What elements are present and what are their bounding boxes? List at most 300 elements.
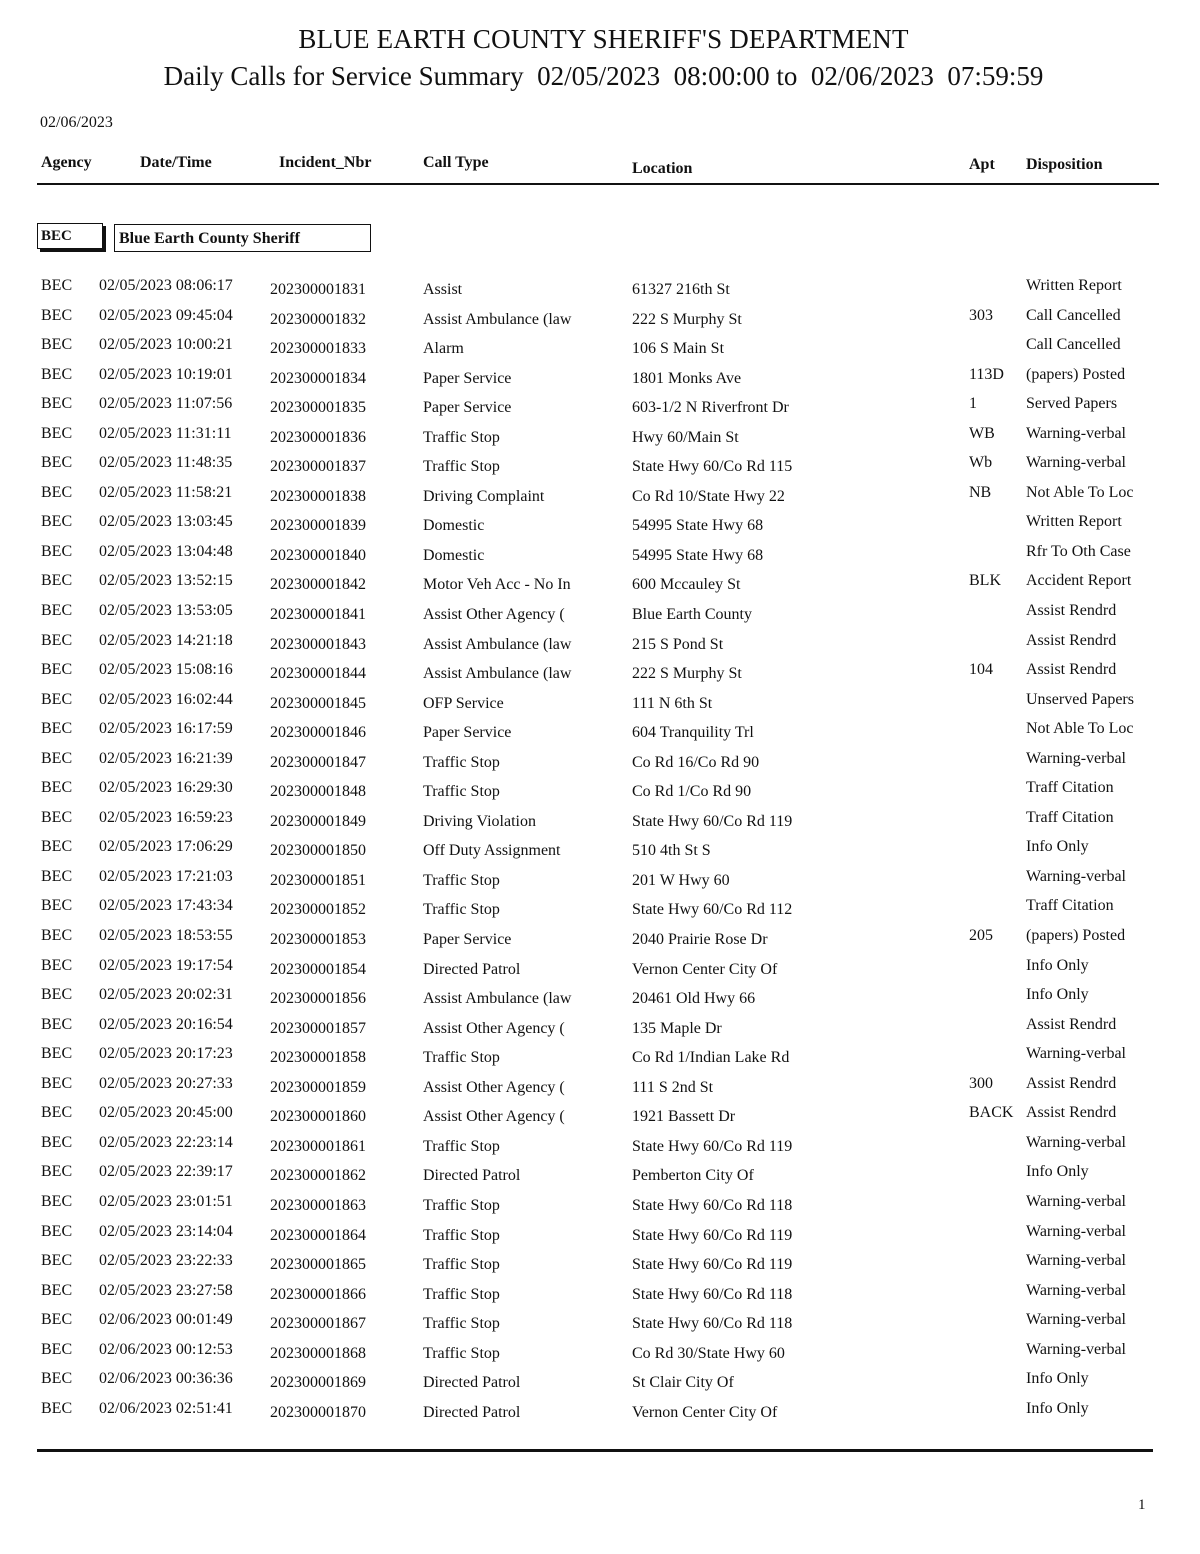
row-location: 603-1/2 N Riverfront Dr bbox=[632, 399, 789, 417]
row-disposition: Accident Report bbox=[1026, 572, 1132, 590]
table-row bbox=[0, 452, 1200, 482]
table-row bbox=[0, 1280, 1200, 1310]
table-row bbox=[0, 1014, 1200, 1044]
col-header-location: Location bbox=[632, 160, 693, 177]
row-incident-number: 202300001864 bbox=[270, 1226, 366, 1244]
table-row bbox=[0, 1339, 1200, 1369]
row-incident-number: 202300001865 bbox=[270, 1256, 366, 1274]
row-disposition: Warning-verbal bbox=[1026, 1311, 1126, 1329]
row-incident-number: 202300001839 bbox=[270, 517, 366, 535]
row-call-type: Traffic Stop bbox=[423, 753, 500, 771]
row-agency: BEC bbox=[41, 1252, 73, 1270]
row-apt: 205 bbox=[969, 927, 993, 945]
row-disposition: Warning-verbal bbox=[1026, 1192, 1126, 1210]
table-row bbox=[0, 630, 1200, 660]
row-incident-number: 202300001863 bbox=[270, 1196, 366, 1214]
row-datetime: 02/06/2023 00:12:53 bbox=[99, 1340, 233, 1358]
row-datetime: 02/06/2023 00:36:36 bbox=[99, 1370, 233, 1388]
row-incident-number: 202300001870 bbox=[270, 1403, 366, 1421]
row-location: 61327 216th St bbox=[632, 281, 730, 298]
row-apt: 303 bbox=[969, 306, 993, 324]
row-agency: BEC bbox=[41, 483, 73, 501]
row-disposition: Info Only bbox=[1026, 1163, 1089, 1181]
row-datetime: 02/05/2023 17:06:29 bbox=[99, 838, 233, 856]
row-location: St Clair City Of bbox=[632, 1374, 734, 1392]
row-location: 106 S Main St bbox=[632, 340, 725, 358]
row-incident-number: 202300001843 bbox=[270, 635, 366, 653]
table-row bbox=[0, 570, 1200, 600]
row-datetime: 02/05/2023 13:04:48 bbox=[99, 542, 233, 560]
agency-name-box: Blue Earth County Sheriff bbox=[114, 224, 371, 252]
row-disposition: Assist Rendrd bbox=[1026, 602, 1117, 620]
calls-table bbox=[0, 275, 1200, 1427]
table-row bbox=[0, 1398, 1200, 1428]
row-call-type: Assist Ambulance (law bbox=[423, 990, 572, 1008]
row-agency: BEC bbox=[41, 1133, 73, 1151]
row-call-type: Assist Ambulance (law bbox=[423, 310, 572, 328]
row-disposition: Info Only bbox=[1026, 838, 1089, 856]
row-disposition: Warning-verbal bbox=[1026, 424, 1126, 442]
row-incident-number: 202300001831 bbox=[270, 281, 366, 298]
row-agency: BEC bbox=[41, 779, 73, 797]
table-row bbox=[0, 1073, 1200, 1103]
col-header-disposition: Disposition bbox=[1026, 156, 1103, 173]
row-location: 1801 Monks Ave bbox=[632, 369, 742, 387]
table-row bbox=[0, 689, 1200, 719]
row-agency: BEC bbox=[41, 927, 73, 945]
row-incident-number: 202300001847 bbox=[270, 753, 366, 771]
row-datetime: 02/05/2023 16:17:59 bbox=[99, 720, 233, 738]
row-datetime: 02/05/2023 20:16:54 bbox=[99, 1015, 233, 1033]
row-location: 2040 Prairie Rose Dr bbox=[632, 931, 768, 949]
row-disposition: Warning-verbal bbox=[1026, 454, 1126, 472]
table-row bbox=[0, 1368, 1200, 1398]
row-location: 1921 Bassett Dr bbox=[632, 1108, 736, 1126]
table-row bbox=[0, 1161, 1200, 1191]
row-location: 600 Mccauley St bbox=[632, 576, 741, 594]
row-location: State Hwy 60/Co Rd 118 bbox=[632, 1196, 793, 1214]
row-agency: BEC bbox=[41, 365, 73, 383]
row-disposition: Written Report bbox=[1026, 277, 1122, 294]
row-agency: BEC bbox=[41, 690, 73, 708]
row-incident-number: 202300001849 bbox=[270, 812, 366, 830]
row-call-type: Directed Patrol bbox=[423, 1167, 521, 1185]
row-location: 54995 State Hwy 68 bbox=[632, 517, 764, 535]
row-incident-number: 202300001852 bbox=[270, 901, 366, 919]
row-datetime: 02/05/2023 16:21:39 bbox=[99, 749, 233, 767]
table-row bbox=[0, 836, 1200, 866]
row-call-type: Traffic Stop bbox=[423, 901, 500, 919]
row-call-type: Directed Patrol bbox=[423, 960, 521, 978]
row-location: Co Rd 1/Co Rd 90 bbox=[632, 783, 752, 801]
row-agency: BEC bbox=[41, 1192, 73, 1210]
row-apt: WB bbox=[969, 424, 995, 442]
row-datetime: 02/05/2023 20:27:33 bbox=[99, 1074, 233, 1092]
row-datetime: 02/05/2023 13:52:15 bbox=[99, 572, 233, 590]
row-location: Co Rd 1/Indian Lake Rd bbox=[632, 1049, 790, 1067]
row-datetime: 02/05/2023 22:39:17 bbox=[99, 1163, 233, 1181]
row-call-type: Driving Complaint bbox=[423, 487, 545, 505]
table-row bbox=[0, 777, 1200, 807]
col-header-datetime: Date/Time bbox=[140, 154, 212, 171]
row-location: Vernon Center City Of bbox=[632, 1403, 778, 1421]
row-incident-number: 202300001861 bbox=[270, 1137, 366, 1155]
row-agency: BEC bbox=[41, 1340, 73, 1358]
row-call-type: Assist Ambulance (law bbox=[423, 665, 572, 683]
row-incident-number: 202300001840 bbox=[270, 546, 366, 564]
row-call-type: Traffic Stop bbox=[423, 1196, 500, 1214]
row-agency: BEC bbox=[41, 336, 73, 354]
table-row bbox=[0, 423, 1200, 453]
row-agency: BEC bbox=[41, 631, 73, 649]
row-disposition: Unserved Papers bbox=[1026, 690, 1134, 708]
row-datetime: 02/05/2023 19:17:54 bbox=[99, 956, 233, 974]
row-agency: BEC bbox=[41, 956, 73, 974]
table-row bbox=[0, 334, 1200, 364]
row-location: 54995 State Hwy 68 bbox=[632, 546, 764, 564]
row-disposition: Info Only bbox=[1026, 1399, 1089, 1417]
row-location: Hwy 60/Main St bbox=[632, 428, 739, 446]
row-incident-number: 202300001857 bbox=[270, 1019, 366, 1037]
row-agency: BEC bbox=[41, 1104, 73, 1122]
row-disposition: Traff Citation bbox=[1026, 897, 1114, 915]
row-call-type: Domestic bbox=[423, 517, 485, 535]
row-call-type: Traffic Stop bbox=[423, 1285, 500, 1303]
row-datetime: 02/05/2023 23:01:51 bbox=[99, 1192, 233, 1210]
page-number: 1 bbox=[1138, 1497, 1146, 1513]
row-disposition: Assist Rendrd bbox=[1026, 1104, 1117, 1122]
table-row bbox=[0, 925, 1200, 955]
table-row bbox=[0, 748, 1200, 778]
row-incident-number: 202300001832 bbox=[270, 310, 366, 328]
row-disposition: Not Able To Loc bbox=[1026, 483, 1134, 501]
row-call-type: Paper Service bbox=[423, 369, 512, 387]
row-apt: 104 bbox=[969, 661, 993, 679]
row-disposition: Call Cancelled bbox=[1026, 306, 1121, 324]
row-agency: BEC bbox=[41, 395, 73, 413]
row-datetime: 02/05/2023 16:59:23 bbox=[99, 808, 233, 826]
row-disposition: (papers) Posted bbox=[1026, 365, 1126, 383]
row-location: State Hwy 60/Co Rd 119 bbox=[632, 1256, 793, 1274]
report-subtitle: Daily Calls for Service Summary 02/05/2023 08:00:00 to 02/06/2023 07:59:59 bbox=[163, 61, 1044, 91]
row-call-type: Traffic Stop bbox=[423, 783, 500, 801]
row-incident-number: 202300001834 bbox=[270, 369, 366, 387]
row-disposition: Warning-verbal bbox=[1026, 749, 1126, 767]
row-incident-number: 202300001859 bbox=[270, 1078, 366, 1096]
row-datetime: 02/05/2023 20:02:31 bbox=[99, 986, 233, 1004]
row-disposition: Warning-verbal bbox=[1026, 1133, 1126, 1151]
row-incident-number: 202300001845 bbox=[270, 694, 366, 712]
row-incident-number: 202300001835 bbox=[270, 399, 366, 417]
row-incident-number: 202300001860 bbox=[270, 1108, 366, 1126]
row-datetime: 02/05/2023 20:45:00 bbox=[99, 1104, 233, 1122]
row-agency: BEC bbox=[41, 572, 73, 590]
row-datetime: 02/05/2023 10:00:21 bbox=[99, 336, 233, 354]
row-disposition: Not Able To Loc bbox=[1026, 720, 1134, 738]
row-call-type: Traffic Stop bbox=[423, 1315, 500, 1333]
row-disposition: Warning-verbal bbox=[1026, 1222, 1126, 1240]
row-agency: BEC bbox=[41, 1399, 73, 1417]
table-row bbox=[0, 1132, 1200, 1162]
row-agency: BEC bbox=[41, 986, 73, 1004]
row-datetime: 02/05/2023 20:17:23 bbox=[99, 1045, 233, 1063]
row-agency: BEC bbox=[41, 277, 73, 294]
row-incident-number: 202300001858 bbox=[270, 1049, 366, 1067]
row-incident-number: 202300001848 bbox=[270, 783, 366, 801]
row-incident-number: 202300001850 bbox=[270, 842, 366, 860]
row-call-type: OFP Service bbox=[423, 694, 504, 712]
row-datetime: 02/05/2023 09:45:04 bbox=[99, 306, 233, 324]
row-datetime: 02/05/2023 11:07:56 bbox=[99, 395, 233, 413]
row-call-type: Directed Patrol bbox=[423, 1374, 521, 1392]
row-incident-number: 202300001856 bbox=[270, 990, 366, 1008]
row-apt: NB bbox=[969, 483, 992, 501]
row-incident-number: 202300001867 bbox=[270, 1315, 366, 1333]
row-datetime: 02/05/2023 17:43:34 bbox=[99, 897, 233, 915]
row-incident-number: 202300001842 bbox=[270, 576, 366, 594]
row-location: Pemberton City Of bbox=[632, 1167, 754, 1185]
table-row bbox=[0, 275, 1200, 305]
row-datetime: 02/05/2023 13:53:05 bbox=[99, 602, 233, 620]
col-header-call-type: Call Type bbox=[423, 154, 489, 171]
row-incident-number: 202300001837 bbox=[270, 458, 366, 476]
table-row bbox=[0, 807, 1200, 837]
row-agency: BEC bbox=[41, 454, 73, 472]
row-datetime: 02/05/2023 15:08:16 bbox=[99, 661, 233, 679]
row-agency: BEC bbox=[41, 661, 73, 679]
row-agency: BEC bbox=[41, 1163, 73, 1181]
row-location: 510 4th St S bbox=[632, 842, 711, 860]
row-apt: 113D bbox=[969, 365, 1004, 383]
row-datetime: 02/05/2023 17:21:03 bbox=[99, 867, 233, 885]
row-call-type: Traffic Stop bbox=[423, 1049, 500, 1067]
table-row bbox=[0, 541, 1200, 571]
table-row bbox=[0, 511, 1200, 541]
row-disposition: Call Cancelled bbox=[1026, 336, 1121, 354]
row-apt: BACK bbox=[969, 1104, 1014, 1122]
row-call-type: Assist bbox=[423, 281, 463, 298]
row-datetime: 02/05/2023 11:58:21 bbox=[99, 483, 233, 501]
row-datetime: 02/05/2023 23:14:04 bbox=[99, 1222, 233, 1240]
row-agency: BEC bbox=[41, 602, 73, 620]
row-call-type: Motor Veh Acc - No In bbox=[423, 576, 571, 594]
row-datetime: 02/05/2023 10:19:01 bbox=[99, 365, 233, 383]
row-disposition: Assist Rendrd bbox=[1026, 1074, 1117, 1092]
row-agency: BEC bbox=[41, 1311, 73, 1329]
row-datetime: 02/05/2023 13:03:45 bbox=[99, 513, 233, 531]
table-row bbox=[0, 866, 1200, 896]
row-agency: BEC bbox=[41, 897, 73, 915]
col-header-apt: Apt bbox=[969, 156, 995, 173]
table-row bbox=[0, 659, 1200, 689]
table-row bbox=[0, 364, 1200, 394]
row-disposition: Assist Rendrd bbox=[1026, 661, 1117, 679]
row-agency: BEC bbox=[41, 513, 73, 531]
row-agency: BEC bbox=[41, 1281, 73, 1299]
row-incident-number: 202300001836 bbox=[270, 428, 366, 446]
row-datetime: 02/05/2023 23:27:58 bbox=[99, 1281, 233, 1299]
row-location: 135 Maple Dr bbox=[632, 1019, 722, 1037]
row-location: 222 S Murphy St bbox=[632, 665, 742, 683]
row-call-type: Traffic Stop bbox=[423, 1256, 500, 1274]
row-datetime: 02/06/2023 00:01:49 bbox=[99, 1311, 233, 1329]
row-datetime: 02/05/2023 18:53:55 bbox=[99, 927, 233, 945]
row-disposition: Traff Citation bbox=[1026, 779, 1114, 797]
row-incident-number: 202300001868 bbox=[270, 1344, 366, 1362]
row-call-type: Domestic bbox=[423, 546, 485, 564]
row-location: 201 W Hwy 60 bbox=[632, 871, 730, 889]
row-location: State Hwy 60/Co Rd 119 bbox=[632, 1137, 793, 1155]
row-agency: BEC bbox=[41, 424, 73, 442]
row-datetime: 02/05/2023 11:48:35 bbox=[99, 454, 233, 472]
row-call-type: Driving Violation bbox=[423, 812, 536, 830]
row-agency: BEC bbox=[41, 867, 73, 885]
row-agency: BEC bbox=[41, 1222, 73, 1240]
row-call-type: Traffic Stop bbox=[423, 458, 500, 476]
row-disposition: Assist Rendrd bbox=[1026, 1015, 1117, 1033]
table-row bbox=[0, 984, 1200, 1014]
row-apt: 1 bbox=[969, 395, 977, 413]
row-disposition: Warning-verbal bbox=[1026, 1340, 1126, 1358]
row-datetime: 02/06/2023 02:51:41 bbox=[99, 1399, 233, 1417]
table-row bbox=[0, 1250, 1200, 1280]
row-call-type: Paper Service bbox=[423, 399, 512, 417]
table-row bbox=[0, 393, 1200, 423]
row-incident-number: 202300001866 bbox=[270, 1285, 366, 1303]
row-agency: BEC bbox=[41, 1015, 73, 1033]
row-disposition: Info Only bbox=[1026, 1370, 1089, 1388]
row-call-type: Assist Other Agency ( bbox=[423, 1108, 565, 1126]
row-call-type: Assist Other Agency ( bbox=[423, 606, 565, 624]
row-location: State Hwy 60/Co Rd 119 bbox=[632, 1226, 793, 1244]
col-header-incident: Incident_Nbr bbox=[279, 154, 372, 171]
row-location: 20461 Old Hwy 66 bbox=[632, 990, 756, 1008]
row-call-type: Directed Patrol bbox=[423, 1403, 521, 1421]
row-location: State Hwy 60/Co Rd 112 bbox=[632, 901, 793, 919]
row-apt: Wb bbox=[969, 454, 993, 472]
report-title: BLUE EARTH COUNTY SHERIFF'S DEPARTMENT bbox=[298, 24, 909, 54]
row-location: Co Rd 10/State Hwy 22 bbox=[632, 487, 785, 505]
row-location: 111 S 2nd St bbox=[632, 1078, 714, 1096]
row-location: Vernon Center City Of bbox=[632, 960, 778, 978]
row-agency: BEC bbox=[41, 838, 73, 856]
row-location: Co Rd 16/Co Rd 90 bbox=[632, 753, 760, 771]
row-agency: BEC bbox=[41, 1370, 73, 1388]
row-call-type: Traffic Stop bbox=[423, 1344, 500, 1362]
table-row bbox=[0, 305, 1200, 335]
row-disposition: Assist Rendrd bbox=[1026, 631, 1117, 649]
table-row bbox=[0, 1309, 1200, 1339]
row-location: Blue Earth County bbox=[632, 606, 752, 624]
report-date: 02/06/2023 bbox=[40, 114, 113, 131]
row-call-type: Off Duty Assignment bbox=[423, 842, 561, 860]
table-row bbox=[0, 1191, 1200, 1221]
row-call-type: Assist Other Agency ( bbox=[423, 1019, 565, 1037]
row-incident-number: 202300001846 bbox=[270, 724, 366, 742]
row-location: 111 N 6th St bbox=[632, 694, 713, 712]
table-row bbox=[0, 1102, 1200, 1132]
row-agency: BEC bbox=[41, 720, 73, 738]
row-incident-number: 202300001838 bbox=[270, 487, 366, 505]
row-location: 222 S Murphy St bbox=[632, 310, 742, 328]
row-datetime: 02/05/2023 23:22:33 bbox=[99, 1252, 233, 1270]
table-row bbox=[0, 1043, 1200, 1073]
row-call-type: Traffic Stop bbox=[423, 871, 500, 889]
row-datetime: 02/05/2023 14:21:18 bbox=[99, 631, 233, 649]
row-call-type: Paper Service bbox=[423, 724, 512, 742]
row-datetime: 02/05/2023 11:31:11 bbox=[99, 424, 232, 442]
row-agency: BEC bbox=[41, 306, 73, 324]
row-disposition: Traff Citation bbox=[1026, 808, 1114, 826]
agency-code-box: BEC bbox=[37, 223, 103, 249]
row-disposition: Info Only bbox=[1026, 956, 1089, 974]
row-incident-number: 202300001841 bbox=[270, 606, 366, 624]
table-row bbox=[0, 1221, 1200, 1251]
row-location: State Hwy 60/Co Rd 119 bbox=[632, 812, 793, 830]
table-row bbox=[0, 955, 1200, 985]
row-location: 215 S Pond St bbox=[632, 635, 724, 653]
row-incident-number: 202300001853 bbox=[270, 931, 366, 949]
row-disposition: Warning-verbal bbox=[1026, 1045, 1126, 1063]
row-disposition: (papers) Posted bbox=[1026, 927, 1126, 945]
row-agency: BEC bbox=[41, 808, 73, 826]
row-disposition: Rfr To Oth Case bbox=[1026, 542, 1131, 560]
row-call-type: Traffic Stop bbox=[423, 1137, 500, 1155]
row-agency: BEC bbox=[41, 542, 73, 560]
row-call-type: Paper Service bbox=[423, 931, 512, 949]
row-disposition: Warning-verbal bbox=[1026, 1252, 1126, 1270]
row-datetime: 02/05/2023 16:02:44 bbox=[99, 690, 233, 708]
row-location: 604 Tranquility Trl bbox=[632, 724, 754, 742]
row-disposition: Warning-verbal bbox=[1026, 867, 1126, 885]
row-location: State Hwy 60/Co Rd 118 bbox=[632, 1285, 793, 1303]
row-location: State Hwy 60/Co Rd 118 bbox=[632, 1315, 793, 1333]
table-row bbox=[0, 600, 1200, 630]
row-call-type: Assist Other Agency ( bbox=[423, 1078, 565, 1096]
row-location: Co Rd 30/State Hwy 60 bbox=[632, 1344, 785, 1362]
row-incident-number: 202300001833 bbox=[270, 340, 366, 358]
row-disposition: Served Papers bbox=[1026, 395, 1118, 413]
row-call-type: Assist Ambulance (law bbox=[423, 635, 572, 653]
row-location: State Hwy 60/Co Rd 115 bbox=[632, 458, 793, 476]
row-apt: 300 bbox=[969, 1074, 993, 1092]
row-agency: BEC bbox=[41, 1074, 73, 1092]
row-incident-number: 202300001854 bbox=[270, 960, 366, 978]
row-call-type: Alarm bbox=[423, 340, 464, 358]
row-incident-number: 202300001869 bbox=[270, 1374, 366, 1392]
row-incident-number: 202300001851 bbox=[270, 871, 366, 889]
row-datetime: 02/05/2023 22:23:14 bbox=[99, 1133, 233, 1151]
row-disposition: Info Only bbox=[1026, 986, 1089, 1004]
row-disposition: Warning-verbal bbox=[1026, 1281, 1126, 1299]
row-incident-number: 202300001862 bbox=[270, 1167, 366, 1185]
row-call-type: Traffic Stop bbox=[423, 428, 500, 446]
row-datetime: 02/05/2023 08:06:17 bbox=[99, 277, 233, 294]
row-incident-number: 202300001844 bbox=[270, 665, 366, 683]
row-agency: BEC bbox=[41, 1045, 73, 1063]
table-row bbox=[0, 718, 1200, 748]
row-apt: BLK bbox=[969, 572, 1001, 590]
col-header-agency: Agency bbox=[41, 154, 92, 171]
footer-divider bbox=[37, 1449, 1153, 1452]
table-row bbox=[0, 895, 1200, 925]
row-agency: BEC bbox=[41, 749, 73, 767]
row-call-type: Traffic Stop bbox=[423, 1226, 500, 1244]
header-divider bbox=[37, 183, 1159, 185]
table-row bbox=[0, 482, 1200, 512]
row-datetime: 02/05/2023 16:29:30 bbox=[99, 779, 233, 797]
row-disposition: Written Report bbox=[1026, 513, 1122, 531]
